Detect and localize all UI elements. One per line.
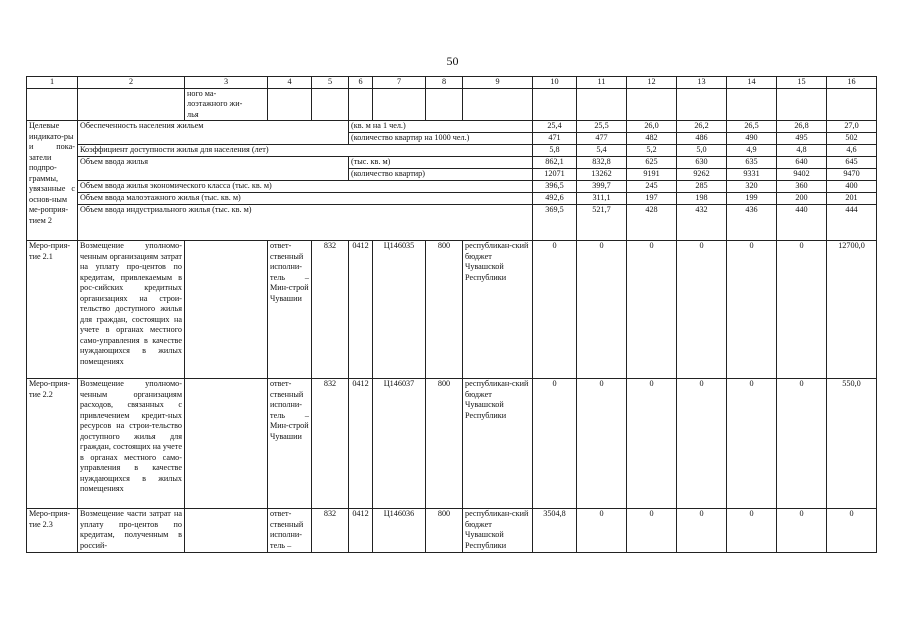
header-cell: 16	[827, 77, 877, 89]
continuation-row	[27, 88, 877, 121]
measure-row	[27, 509, 877, 553]
measure-description: Возмещение уполномо-ченным организациям расходов, связанных с привлечением кредит-ных ресурсов на строи-тельство доступного жилья для граждан, состоящих на учете в органах местного само-управления в качестве нуждающихся в жилых помещениях	[78, 379, 185, 509]
indicator-value: 640	[777, 157, 827, 169]
indicator-value: 199	[727, 193, 777, 205]
indicator-row	[27, 145, 877, 157]
indicator-value: 311,1	[577, 193, 627, 205]
indicator-value: 13262	[577, 169, 627, 181]
indicator-name	[78, 169, 349, 181]
measure-value: 0	[533, 241, 577, 379]
measure-value: 0	[777, 241, 827, 379]
measure-value: 0	[677, 509, 727, 553]
indicator-name: Объем ввода индустриального жилья (тыс. кв. м)	[78, 205, 533, 241]
continuation-text: ного ма- лоэтажного жи- лья	[185, 88, 268, 121]
measure-value: 550,0	[827, 379, 877, 509]
indicator-name	[78, 133, 349, 145]
indicator-name: Объем ввода жилья экономического класса (тыс. кв. м)	[78, 181, 533, 193]
measure-value: 3504,8	[533, 509, 577, 553]
indicator-value: 428	[627, 205, 677, 241]
indicator-value: 201	[827, 193, 877, 205]
indicator-row	[27, 157, 877, 169]
indicator-value: 27,0	[827, 121, 877, 133]
header-cell: 14	[727, 77, 777, 89]
indicator-row	[27, 133, 877, 145]
header-cell: 12	[627, 77, 677, 89]
measure-value: 0	[577, 509, 627, 553]
measure-value: 0	[727, 379, 777, 509]
indicator-value: 369,5	[533, 205, 577, 241]
indicator-value: 197	[627, 193, 677, 205]
indicator-value: 26,5	[727, 121, 777, 133]
indicator-value: 832,8	[577, 157, 627, 169]
measure-source: республикан-ский бюджет Чувашской Республики	[463, 241, 533, 379]
indicator-value: 9262	[677, 169, 727, 181]
indicator-row	[27, 181, 877, 193]
header-cell: 5	[312, 77, 349, 89]
header-cell: 3	[185, 77, 268, 89]
measure-label: Меро-прия-тие 2.2	[27, 379, 78, 509]
measure-executor: ответ-ственный исполни-тель – Мин-строй Чувашии	[268, 241, 312, 379]
indicator-value: 482	[627, 133, 677, 145]
header-cell: 13	[677, 77, 727, 89]
indicator-value: 198	[677, 193, 727, 205]
indicator-value: 396,5	[533, 181, 577, 193]
indicator-unit: (количество квартир)	[349, 169, 533, 181]
indicator-value: 399,7	[577, 181, 627, 193]
indicator-value: 400	[827, 181, 877, 193]
indicator-value: 9331	[727, 169, 777, 181]
measure-source: республикан-ский бюджет Чувашской Республики	[463, 379, 533, 509]
header-cell: 10	[533, 77, 577, 89]
measure-source: республикан-ский бюджет Чувашской Республики	[463, 509, 533, 553]
measure-description: Возмещение части затрат на уплату про-центов по кредитам, полученным в россий-	[78, 509, 185, 553]
measure-rzpr: 0412	[349, 241, 373, 379]
measure-row	[27, 379, 877, 509]
indicator-value: 4,8	[777, 145, 827, 157]
measure-value: 0	[533, 379, 577, 509]
page-number: 50	[446, 54, 459, 68]
indicator-value: 200	[777, 193, 827, 205]
indicator-unit: (кв. м на 1 чел.)	[349, 121, 533, 133]
indicator-value: 625	[627, 157, 677, 169]
measure-description: Возмещение уполномо-ченным организациям затрат на уплату про-центов по кредитам, привлекаемым в рос-сийских кредитных организациях на строи-тельство доступного жилья для граждан, состоящих на учете в органах местного само-управления в качестве нуждающихся в жилых помещениях	[78, 241, 185, 379]
indicators-label: Целевые индикато-ры и пока-затели подпро-граммы, увязанные с основ-ным ме-роприя-тием 2	[27, 121, 78, 241]
measure-vr: 800	[426, 509, 463, 553]
indicator-value: 9402	[777, 169, 827, 181]
indicator-value: 630	[677, 157, 727, 169]
indicator-value: 486	[677, 133, 727, 145]
measure-value: 0	[677, 241, 727, 379]
indicator-value: 12071	[533, 169, 577, 181]
indicator-value: 477	[577, 133, 627, 145]
indicator-value: 862,1	[533, 157, 577, 169]
indicator-value: 9470	[827, 169, 877, 181]
indicator-value: 285	[677, 181, 727, 193]
measure-value: 0	[777, 509, 827, 553]
header-cell: 9	[463, 77, 533, 89]
measure-csr: Ц146037	[373, 379, 426, 509]
indicator-name: Объем ввода жилья	[78, 157, 349, 169]
measure-vr: 800	[426, 241, 463, 379]
measure-value: 12700,0	[827, 241, 877, 379]
indicator-name: Обеспеченность населения жильем	[78, 121, 349, 133]
indicator-value: 492,6	[533, 193, 577, 205]
indicator-value: 4,6	[827, 145, 877, 157]
measure-csr: Ц146035	[373, 241, 426, 379]
indicator-value: 26,2	[677, 121, 727, 133]
indicator-row	[27, 205, 877, 241]
indicator-value: 495	[777, 133, 827, 145]
measure-value: 0	[627, 509, 677, 553]
header-cell: 1	[27, 77, 78, 89]
indicator-value: 444	[827, 205, 877, 241]
measure-row	[27, 241, 877, 379]
measure-csr: Ц146036	[373, 509, 426, 553]
measure-value: 0	[627, 379, 677, 509]
measure-grbs: 832	[312, 241, 349, 379]
indicator-value: 5,2	[627, 145, 677, 157]
indicator-value: 5,8	[533, 145, 577, 157]
measure-executor: ответ-ственный исполни-тель – Мин-строй Чувашии	[268, 379, 312, 509]
indicator-value: 432	[677, 205, 727, 241]
indicator-value: 440	[777, 205, 827, 241]
indicator-value: 320	[727, 181, 777, 193]
header-cell: 15	[777, 77, 827, 89]
header-cell: 4	[268, 77, 312, 89]
indicator-value: 245	[627, 181, 677, 193]
indicator-row	[27, 193, 877, 205]
indicator-name: Коэффициент доступности жилья для населения (лет)	[78, 145, 533, 157]
header-cell: 6	[349, 77, 373, 89]
indicator-name: Объем ввода малоэтажного жилья (тыс. кв. м)	[78, 193, 533, 205]
measure-value: 0	[777, 379, 827, 509]
indicator-unit: (тыс. кв. м)	[349, 157, 533, 169]
measure-rzpr: 0412	[349, 379, 373, 509]
indicator-value: 5,4	[577, 145, 627, 157]
measure-grbs: 832	[312, 509, 349, 553]
indicator-value: 26,8	[777, 121, 827, 133]
indicator-value: 521,7	[577, 205, 627, 241]
indicator-value: 25,5	[577, 121, 627, 133]
header-cell: 11	[577, 77, 627, 89]
measure-label: Меро-прия-тие 2.1	[27, 241, 78, 379]
indicator-row	[27, 169, 877, 181]
indicator-value: 9191	[627, 169, 677, 181]
measure-value: 0	[677, 379, 727, 509]
header-cell: 7	[373, 77, 426, 89]
header-cell: 2	[78, 77, 185, 89]
indicator-value: 4,9	[727, 145, 777, 157]
indicator-value: 502	[827, 133, 877, 145]
measure-vr: 800	[426, 379, 463, 509]
header-row	[27, 77, 877, 89]
indicator-value: 436	[727, 205, 777, 241]
indicator-value: 5,0	[677, 145, 727, 157]
indicator-value: 490	[727, 133, 777, 145]
indicator-value: 360	[777, 181, 827, 193]
measure-value: 0	[577, 379, 627, 509]
indicator-unit: (количество квартир на 1000 чел.)	[349, 133, 533, 145]
header-cell: 8	[426, 77, 463, 89]
measure-value: 0	[627, 241, 677, 379]
indicator-value: 635	[727, 157, 777, 169]
measure-value: 0	[577, 241, 627, 379]
indicator-value: 25,4	[533, 121, 577, 133]
indicator-value: 26,0	[627, 121, 677, 133]
measure-executor: ответ-ственный исполни-тель –	[268, 509, 312, 553]
measure-grbs: 832	[312, 379, 349, 509]
measure-rzpr: 0412	[349, 509, 373, 553]
measure-value: 0	[727, 509, 777, 553]
measure-label: Меро-прия-тие 2.3	[27, 509, 78, 553]
program-table	[26, 76, 877, 553]
measure-value: 0	[827, 509, 877, 553]
measure-value: 0	[727, 241, 777, 379]
indicator-row	[27, 121, 877, 133]
indicator-value: 645	[827, 157, 877, 169]
indicator-value: 471	[533, 133, 577, 145]
